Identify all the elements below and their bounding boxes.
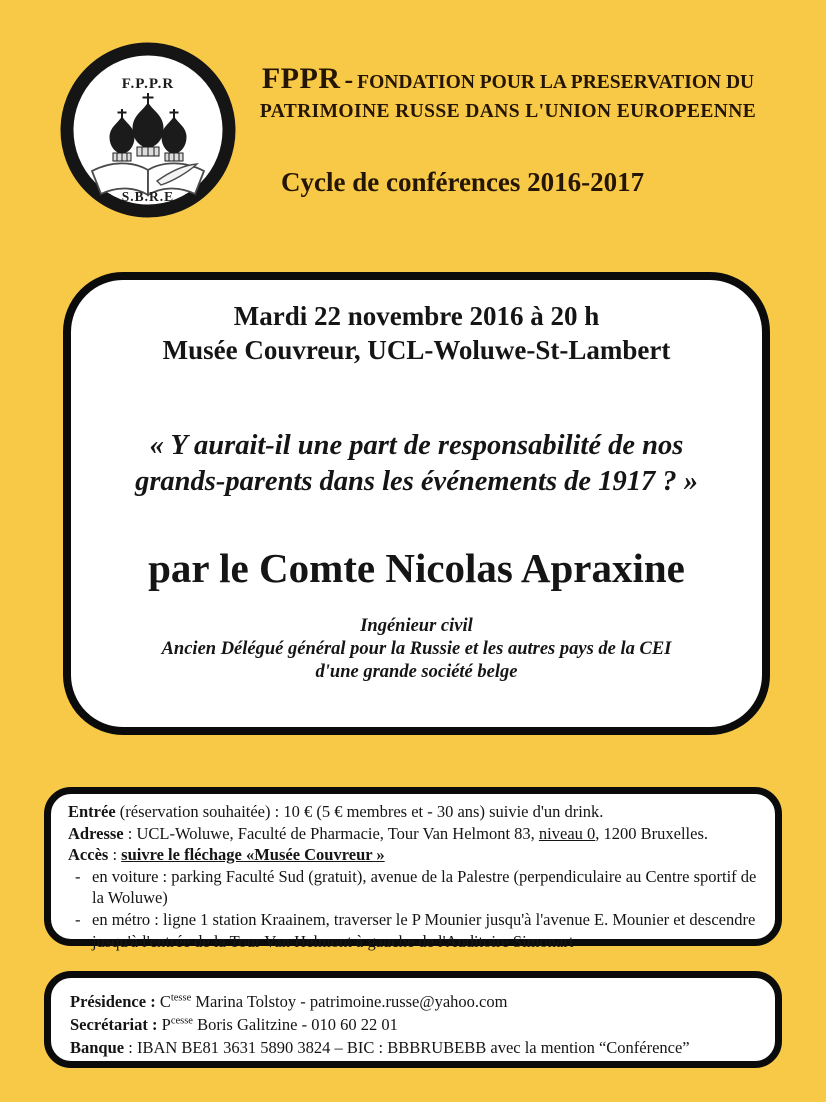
- secretariat-text: Boris Galitzine - 010 60 22 01: [192, 1014, 398, 1034]
- banque-label: Banque: [70, 1037, 125, 1057]
- practical-info-card: [44, 787, 782, 951]
- fppr-acronym: FPPR: [261, 62, 341, 95]
- bullet-car: [68, 866, 759, 909]
- fppr-logo-svg: [59, 41, 237, 219]
- banque-text: IBAN BE81 3631 5890 3824 – BIC : BBBRUBEBB avec la mention “Conférence”: [136, 1037, 690, 1057]
- event-quote-line1: « Y aurait-il une part de responsabilité de nos: [149, 430, 684, 461]
- event-date: Mardi 22 novembre 2016 à 20 h: [233, 301, 600, 331]
- presidence-label: Présidence: [70, 992, 147, 1011]
- bullet-car-text: en voiture : parking Faculté Sud (gratuit), avenue de la Palestre (perpendiculaire au Centre sportif de la Woluwe): [92, 866, 757, 908]
- speaker-title-2: Ancien Délégué général pour la Russie et les autres pays de la CEI: [161, 638, 672, 659]
- acces-line: [68, 844, 759, 866]
- adresse-label: Adresse: [68, 823, 124, 843]
- event-card: [63, 272, 770, 735]
- speaker-name: par le Comte Nicolas Apraxine: [148, 545, 685, 592]
- contact-card: [44, 971, 782, 1068]
- presidence-line: [70, 991, 759, 1014]
- logo-bottom-text: S.B.R.E: [121, 189, 175, 204]
- entree-text: (réservation souhaitée) : 10 € (5 € membres et - 30 ans) suivie d'un drink.: [115, 802, 604, 821]
- banque-separator: :: [124, 1037, 137, 1057]
- acces-label: Accès: [68, 845, 109, 865]
- event-venue: Musée Couvreur, UCL-Woluwe-St-Lambert: [162, 335, 671, 365]
- org-name-line2: PATRIMOINE RUSSE DANS L'UNION EUROPEENNE: [259, 101, 757, 122]
- presidence-text: Marina Tolstoy - patrimoine.russe@yahoo.com: [191, 992, 508, 1011]
- presidence-title-superscript: tesse: [170, 992, 192, 1004]
- org-name-line1-text: FONDATION POUR LA PRESERVATION DU: [357, 72, 755, 93]
- adresse-line: [68, 823, 759, 845]
- secretariat-line: [70, 1014, 759, 1037]
- event-quote-line2: grands-parents dans les événements de 1917 ? »: [135, 466, 698, 498]
- bullet-metro-text: en métro : ligne 1 station Kraainem, traverser le P Mounier jusqu'à l'avenue E. Mounier et descendre jusqu'à l'entrée de la Tour Van Helmont à gauche de l'Auditoire Simonart: [92, 910, 756, 951]
- fppr-logo: [59, 41, 237, 219]
- presidence-title-prefix: C: [159, 992, 171, 1011]
- presidence-separator: :: [146, 992, 160, 1011]
- speaker-title-1: Ingénieur civil: [360, 616, 473, 637]
- bullet-metro: [68, 909, 759, 952]
- bullet-dash: -: [75, 910, 81, 930]
- entree-label: Entrée: [68, 802, 116, 821]
- adresse-text: UCL-Woluwe, Faculté de Pharmacie, Tour Van Helmont 83,: [136, 823, 539, 843]
- logo-top-text: F.P.P.R: [121, 76, 175, 92]
- secretariat-separator: :: [147, 1014, 162, 1034]
- org-separator: -: [344, 65, 354, 94]
- adresse-text-2: , 1200 Bruxelles.: [595, 823, 709, 843]
- secretariat-label: Secrétariat: [70, 1014, 148, 1034]
- adresse-separator: :: [123, 823, 137, 843]
- org-name-line1: [246, 62, 770, 96]
- conference-cycle-title: Cycle de conférences 2016-2017: [281, 167, 645, 197]
- entree-line: [68, 801, 759, 823]
- organisation-name: [246, 62, 770, 123]
- acces-signposting: suivre le fléchage «Musée Couvreur »: [121, 845, 385, 865]
- secretariat-title-prefix: P: [161, 1014, 171, 1034]
- acces-separator: :: [108, 845, 122, 865]
- banque-line: [70, 1037, 759, 1060]
- adresse-level-underlined: niveau 0: [538, 823, 596, 843]
- speaker-titles: [71, 615, 762, 683]
- speaker-title-3: d'une grande société belge: [315, 661, 518, 682]
- event-quote: [71, 428, 762, 500]
- secretariat-title-superscript: cesse: [170, 1015, 193, 1027]
- bullet-dash: -: [75, 866, 81, 886]
